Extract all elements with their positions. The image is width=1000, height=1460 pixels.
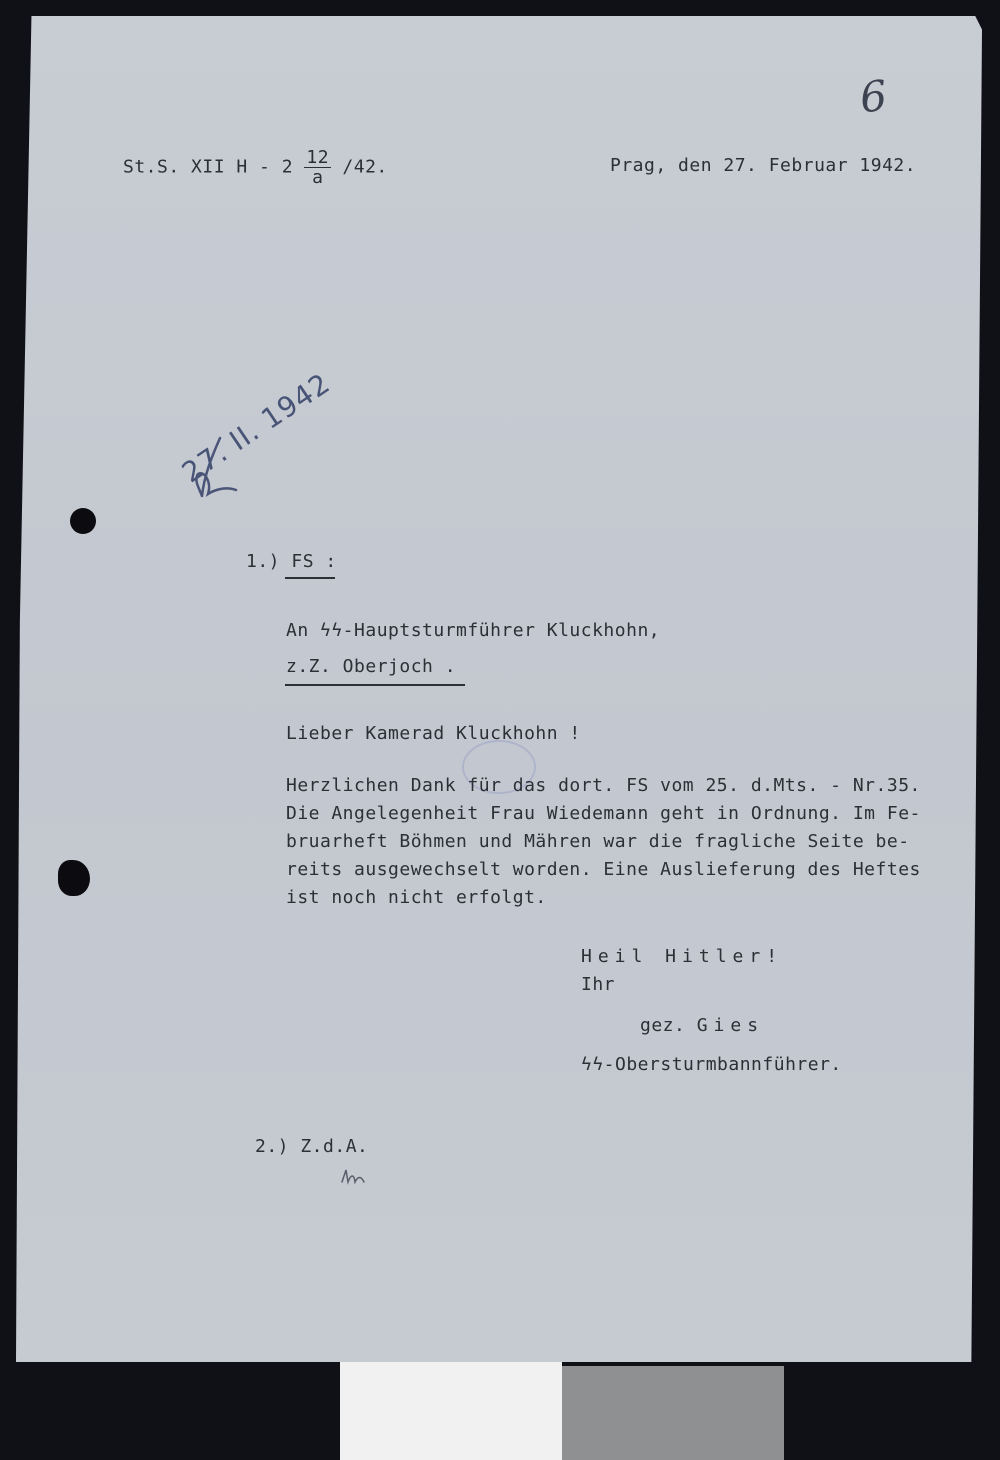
addressee: An ϟϟ-Hauptsturmführer Kluckhohn,	[286, 620, 661, 641]
calibration-tab-white	[340, 1362, 562, 1460]
item-1-label: FS :	[291, 551, 337, 572]
letter-body: Herzlichen Dank für das dort. FS vom 25. d.Mts. - Nr.35. Die Angelegenheit Frau Wiedemann geht in Ordnung. Im Fe- bruarheft Böhmen und Mähren war die fragliche Seite be- reits ausgewechselt worden. Eine Auslieferung des Heftes ist noch nicht erfolgt.	[286, 775, 921, 908]
handwritten-mark	[340, 1166, 366, 1186]
reference-number	[123, 148, 388, 187]
document-page	[16, 16, 982, 1362]
item-1	[246, 551, 337, 572]
location: z.Z. Oberjoch .	[286, 656, 457, 677]
location-underline	[285, 684, 465, 686]
punch-hole-bottom	[58, 860, 90, 896]
signatory-rank: ϟϟ-Obersturmbannführer.	[581, 1054, 842, 1075]
received-date-stamp: 27. II. 1942	[176, 366, 337, 490]
signature	[640, 1015, 764, 1036]
closing: Heil Hitler!	[581, 946, 784, 967]
reference-fraction-denominator: a	[312, 167, 324, 188]
signature-prefix: gez.	[640, 1015, 697, 1036]
salutation: Lieber Kamerad Kluckhohn !	[286, 723, 581, 744]
reference-prefix: St.S. XII H - 2	[123, 156, 305, 178]
date-line: Prag, den 27. Februar 1942.	[610, 155, 917, 176]
punch-hole-top	[70, 508, 96, 534]
item-1-number: 1.)	[246, 551, 281, 572]
reference-suffix: /42.	[342, 156, 388, 178]
closing-ihr: Ihr	[581, 974, 616, 995]
reference-fraction	[304, 148, 331, 187]
calibration-tab-grey	[562, 1366, 784, 1460]
fs-underline	[285, 577, 335, 579]
reference-fraction-numerator: 12	[306, 147, 330, 168]
page-number: 6	[857, 70, 890, 123]
signature-name: Gies	[696, 1015, 765, 1036]
item-2: 2.) Z.d.A.	[255, 1136, 369, 1157]
